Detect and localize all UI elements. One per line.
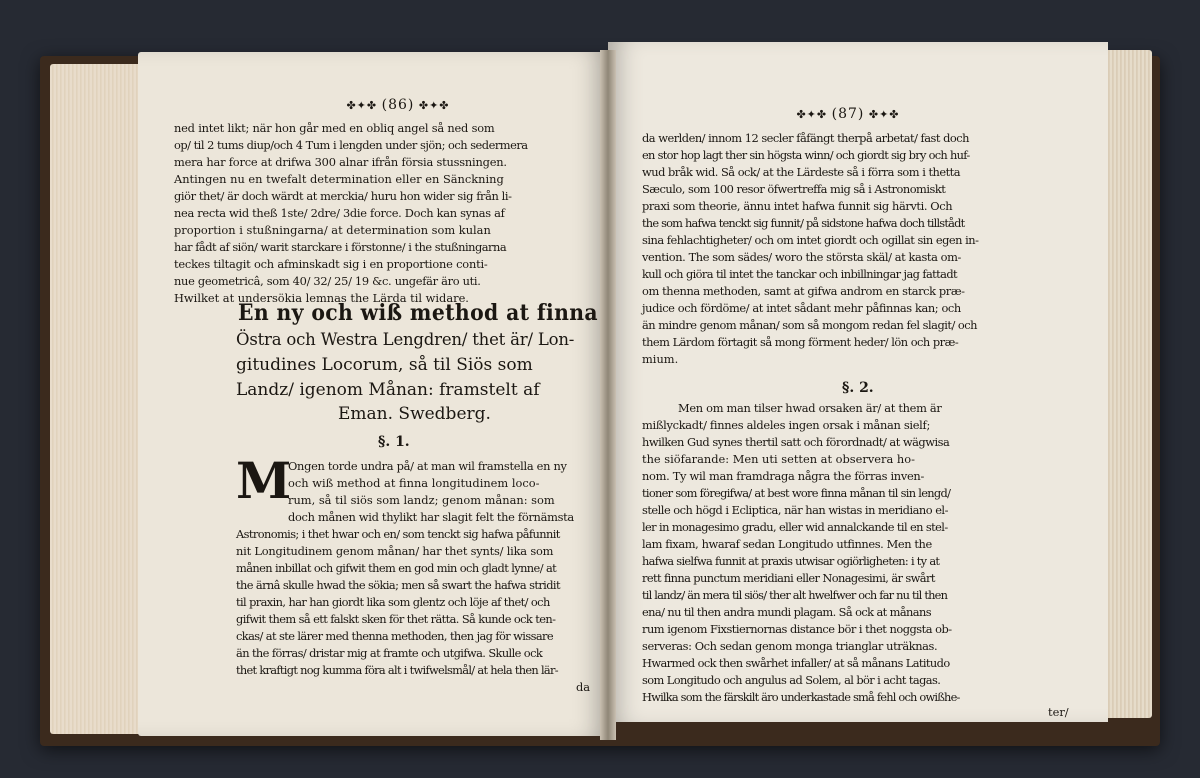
book-gutter: [600, 50, 616, 740]
text-line: til praxin, har han giordt lika som glentz och löje af thet/ och: [236, 595, 550, 609]
page-edges-right: [1106, 50, 1152, 718]
right-page-number: ✤✦✤ (87) ✤✦✤: [796, 106, 900, 122]
title-line: gitudines Locorum, så til Siös som: [236, 355, 533, 375]
text-line: da werlden/ innom 12 secler fåfängt therpå arbetat/ fast doch: [642, 131, 969, 145]
text-line: stelle och högd i Ecliptica, när han wistas in meridiano el-: [642, 503, 948, 517]
text-line: mißlyckadt/ finnes aldeles ingen orsak i månan sielf;: [642, 418, 930, 432]
text-line: månen inbillat och gifwit them en god min och gladt lynne/ at: [236, 561, 557, 575]
text-line: nom. Ty wil man framdraga några the förras inven-: [642, 469, 924, 483]
text-line: Hwarmed ock then swårhet infaller/ at så månans Latitudo: [642, 656, 950, 670]
text-line: the ärnâ skulle hwad the sökia; men så swart the hafwa stridit: [236, 578, 560, 592]
book: [40, 42, 1160, 742]
text-line: them Lärdom förtagit så mong förment heder/ lön och præ-: [642, 335, 959, 349]
ornament-icon: ✤✦✤: [796, 108, 832, 121]
text-line: praxi som theorie, ännu intet hafwa funnit sig härvti. Och: [642, 199, 953, 213]
text-line: sina fehlachtigheter/ och om intet giordt och ogillat sin egen in-: [642, 233, 979, 247]
text-line: ler in monagesimo gradu, eller wid annalckande til en stel-: [642, 520, 948, 534]
drop-capital: M: [236, 451, 292, 510]
text-line: som Longitudo och angulus ad Solem, al bör i acht tagas.: [642, 673, 941, 687]
text-line: judice och fördöme/ at intet sådant mehr påfinnas kan; och: [642, 301, 961, 315]
text-line: vention. The som sädes/ woro the största skäl/ at kasta om-: [642, 250, 961, 264]
text-line: en stor hop lagt ther sin högsta winn/ och giordt sig bry och huf-: [642, 148, 970, 162]
title-line: Eman. Swedberg.: [338, 404, 491, 424]
text-line: the som hafwa tenckt sig funnit/ på sidstone hafwa doch tillstådt: [642, 216, 965, 230]
text-line: mium.: [642, 352, 679, 366]
text-line: hwilken Gud synes thertil satt och förordnadt/ at wägwisa: [642, 435, 950, 449]
text-line: rum, så til siös som landz; genom månan: som: [288, 493, 555, 507]
text-line: än mindre genom månan/ som så mongom redan fel slagit/ och: [642, 318, 978, 332]
text-line: Sæculo, som 100 resor öfwertreffa mig så i Astronomiskt: [642, 182, 946, 196]
text-line: om thenna methoden, samt at gifwa androm en starck præ-: [642, 284, 965, 298]
ornament-icon: ✤✦✤: [346, 99, 382, 112]
text-line: nea recta wid theß 1ste/ 2dre/ 3die force. Doch kan synas af: [174, 206, 505, 220]
catchword: ter/: [1048, 705, 1069, 719]
text-line: thet kraftigt nog kumma föra alt i twifwelsmål/ at hela then lär-: [236, 663, 558, 677]
text-line: ckas/ at ste lärer med thenna methoden, then jag för wissare: [236, 629, 553, 643]
left-page: [138, 52, 608, 736]
text-line: til landz/ än mera til siös/ ther alt hwelfwer och far nu til then: [642, 588, 948, 602]
right-page: [608, 42, 1108, 722]
text-line: teckes tiltagit och afminskadt sig i en proportione conti-: [174, 257, 488, 271]
text-line: op/ til 2 tums diup/och 4 Tum i lengden under sjön; och sedermera: [174, 138, 528, 152]
text-line: nit Longitudinem genom månan/ har thet synts/ lika som: [236, 544, 554, 558]
text-line: ned intet likt; när hon går med en obliq angel så ned som: [174, 121, 495, 135]
title-line: Östra och Westra Lengdren/ thet är/ Lon-: [236, 330, 575, 349]
text-line: wud bråk wid. Så ock/ at the Lärdeste så i förra som i thetta: [642, 165, 961, 179]
text-line: nue geometricâ, som 40/ 32/ 25/ 19 &c. ungefär äro uti.: [174, 274, 481, 288]
text-line: proportion i stußningarna/ at determination som kulan: [174, 223, 491, 237]
catchword: da: [576, 680, 591, 694]
text-line: Men om man tilser hwad orsaken är/ at them är: [678, 401, 942, 415]
text-line: doch månen wid thylikt har slagit felt the förnämsta: [288, 510, 574, 524]
text-line: lam fixam, hwaraf sedan Longitudo utfinnes. Men the: [642, 537, 932, 551]
text-line: rum igenom Fixstiernornas distance bör i thet noggsta ob-: [642, 622, 952, 636]
section-heading: §. 2.: [842, 380, 874, 396]
text-line: tioner som föregifwa/ at best wore finna månan til sin lengd/: [642, 486, 951, 500]
text-line: rett finna punctum meridiani eller Nonagesimi, är swårt: [642, 571, 935, 585]
ornament-icon: ✤✦✤: [864, 108, 900, 121]
text-line: mera har force at drifwa 300 alnar ifrån försia stussningen.: [174, 155, 507, 169]
text-line: Astronomis; i thet hwar och en/ som tenckt sig hafwa påfunnit: [236, 527, 560, 541]
left-page-number: ✤✦✤ (86) ✤✦✤: [346, 97, 450, 113]
text-line: ena/ nu til then andra mundi plagam. Så ock at månans: [642, 605, 931, 619]
section-heading: §. 1.: [378, 434, 410, 450]
text-line: än the förras/ dristar mig at framte och utgifwa. Skulle ock: [236, 646, 543, 660]
ornament-icon: ✤✦✤: [414, 99, 450, 112]
text-line: Antingen nu en twefalt determination eller en Sänckning: [174, 172, 504, 186]
text-line: och wiß method at finna longitudinem loco-: [288, 476, 540, 490]
page-edges-left: [50, 64, 150, 734]
text-line: hafwa sielfwa funnit at praxis utwisar ogiörligheten: i ty at: [642, 554, 940, 568]
text-line: Hwilka som the färskilt äro underkastade små fehl och owißhe-: [642, 690, 960, 704]
text-line: giör thet/ är doch wärdt at merckia/ huru hon wider sig från li-: [174, 189, 512, 203]
title-line: Landz/ igenom Månan: framstelt af: [236, 380, 540, 400]
text-line: kull och giöra til intet the tanckar och inbillningar jag fattadt: [642, 267, 958, 281]
text-line: the siöfarande: Men uti setten at observera ho-: [642, 452, 915, 466]
text-line: gifwit them så ett falskt sken för thet rätta. Så kunde ock ten-: [236, 612, 556, 626]
text-line: Hwilket at undersökia lemnas the Lärda til widare.: [174, 291, 469, 305]
title-line: En ny och wiß method at finna: [238, 300, 598, 326]
text-line: serveras: Och sedan genom monga trianglar uträknas.: [642, 639, 938, 653]
text-line: har fådt af siön/ warit starckare i förstonne/ i the stußningarna: [174, 240, 507, 254]
text-line: Ongen torde undra på/ at man wil framstella en ny: [288, 459, 567, 473]
